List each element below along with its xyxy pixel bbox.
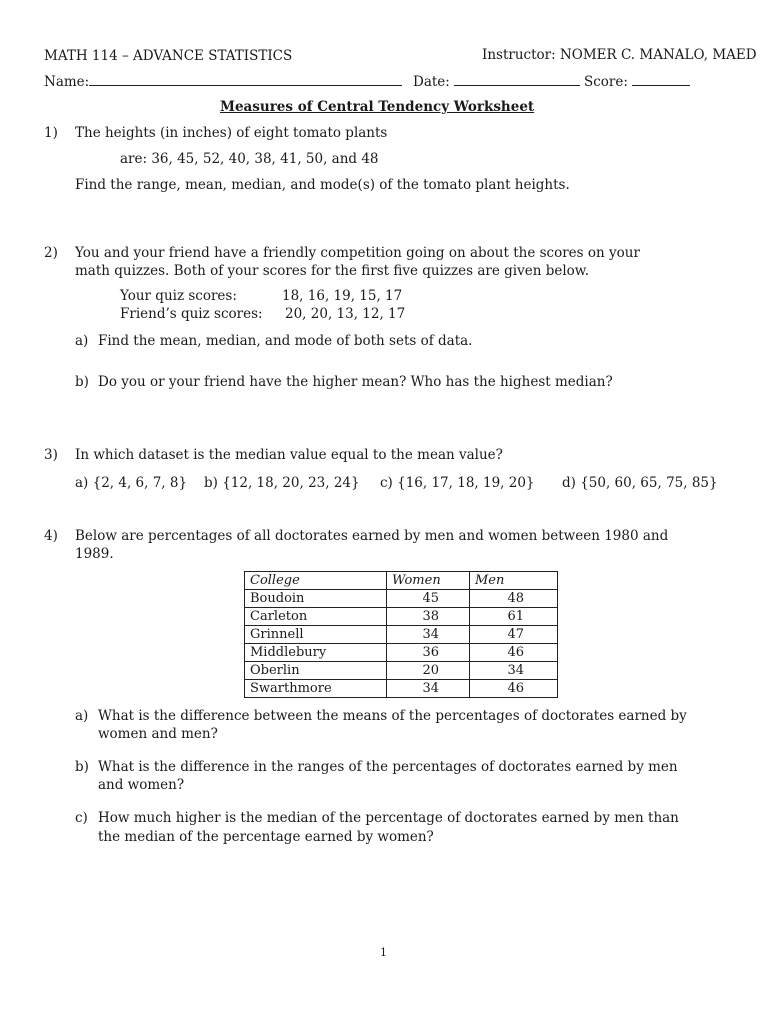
college-cell: Carleton	[245, 608, 387, 626]
q2a-label: a)	[75, 333, 89, 349]
worksheet-title: Measures of Central Tendency Worksheet	[220, 99, 535, 115]
col-header-college: College	[245, 572, 387, 590]
q4c-line2: the median of the percentage earned by women?	[98, 829, 434, 845]
table-row	[245, 590, 558, 608]
college-cell: Middlebury	[245, 644, 387, 662]
men-cell: 34	[470, 662, 558, 680]
q2b-text: Do you or your friend have the higher mean? Who has the highest median?	[98, 374, 613, 390]
date-field	[413, 73, 580, 91]
q1-data: are: 36, 45, 52, 40, 38, 41, 50, and 48	[120, 151, 379, 167]
q1-number: 1)	[44, 125, 58, 141]
course-title: MATH 114 – ADVANCE STATISTICS	[44, 48, 293, 64]
q4b-line2: and women?	[98, 777, 185, 793]
q4b-line1: What is the difference in the ranges of the percentages of doctorates earned by men	[98, 759, 678, 775]
women-cell: 38	[387, 608, 470, 626]
score-blank	[632, 73, 690, 86]
men-cell: 48	[470, 590, 558, 608]
name-label: Name:	[44, 74, 90, 90]
score-label: Score:	[584, 74, 628, 90]
q3-number: 3)	[44, 447, 58, 463]
q4c-label: c)	[75, 810, 88, 826]
q3-option-c: c) {16, 17, 18, 19, 20}	[380, 475, 535, 491]
q3-option-d: d) {50, 60, 65, 75, 85}	[562, 475, 718, 491]
women-cell: 34	[387, 626, 470, 644]
q4-line2: 1989.	[75, 546, 114, 562]
women-cell: 45	[387, 590, 470, 608]
q2-number: 2)	[44, 245, 58, 261]
table-row	[245, 662, 558, 680]
men-cell: 61	[470, 608, 558, 626]
q1-line1: The heights (in inches) of eight tomato plants	[75, 125, 388, 141]
q1-instruction: Find the range, mean, median, and mode(s) of the tomato plant heights.	[75, 177, 570, 193]
college-cell: Boudoin	[245, 590, 387, 608]
q4-line1: Below are percentages of all doctorates earned by men and women between 1980 and	[75, 528, 669, 544]
name-blank	[89, 73, 402, 86]
q3-text: In which dataset is the median value equal to the mean value?	[75, 447, 503, 463]
page-number: 1	[380, 946, 387, 959]
women-cell: 34	[387, 680, 470, 698]
instructor-name: Instructor: NOMER C. MANALO, MAED	[482, 47, 757, 63]
col-header-men: Men	[470, 572, 558, 590]
q2-friend-label: Friend’s quiz scores:	[120, 306, 263, 322]
score-field	[584, 73, 690, 91]
college-cell: Swarthmore	[245, 680, 387, 698]
doctorates-table	[244, 571, 558, 698]
table-header-row	[245, 572, 558, 590]
date-label: Date:	[413, 74, 450, 90]
table-row	[245, 680, 558, 698]
date-blank	[454, 73, 580, 86]
college-cell: Grinnell	[245, 626, 387, 644]
q4c-line1: How much higher is the median of the percentage of doctorates earned by men than	[98, 810, 679, 826]
q2a-text: Find the mean, median, and mode of both sets of data.	[98, 333, 473, 349]
q4-number: 4)	[44, 528, 58, 544]
college-cell: Oberlin	[245, 662, 387, 680]
q4a-line1: What is the difference between the means of the percentages of doctorates earned by	[98, 708, 687, 724]
q4b-label: b)	[75, 759, 89, 775]
q3-option-b: b) {12, 18, 20, 23, 24}	[204, 475, 360, 491]
q2-line2: math quizzes. Both of your scores for the first five quizzes are given below.	[75, 263, 590, 279]
name-field	[44, 73, 402, 91]
men-cell: 46	[470, 680, 558, 698]
q2-line1: You and your friend have a friendly competition going on about the scores on your	[75, 245, 640, 261]
table-row	[245, 626, 558, 644]
men-cell: 47	[470, 626, 558, 644]
men-cell: 46	[470, 644, 558, 662]
q4a-label: a)	[75, 708, 89, 724]
q2-friend-values: 20, 20, 13, 12, 17	[285, 306, 406, 322]
table-row	[245, 644, 558, 662]
q3-option-a: a) {2, 4, 6, 7, 8}	[75, 475, 188, 491]
q2b-label: b)	[75, 374, 89, 390]
q4a-line2: women and men?	[98, 726, 218, 742]
women-cell: 20	[387, 662, 470, 680]
q2-your-values: 18, 16, 19, 15, 17	[282, 288, 403, 304]
table-row	[245, 608, 558, 626]
q2-your-label: Your quiz scores:	[120, 288, 237, 304]
col-header-women: Women	[387, 572, 470, 590]
women-cell: 36	[387, 644, 470, 662]
